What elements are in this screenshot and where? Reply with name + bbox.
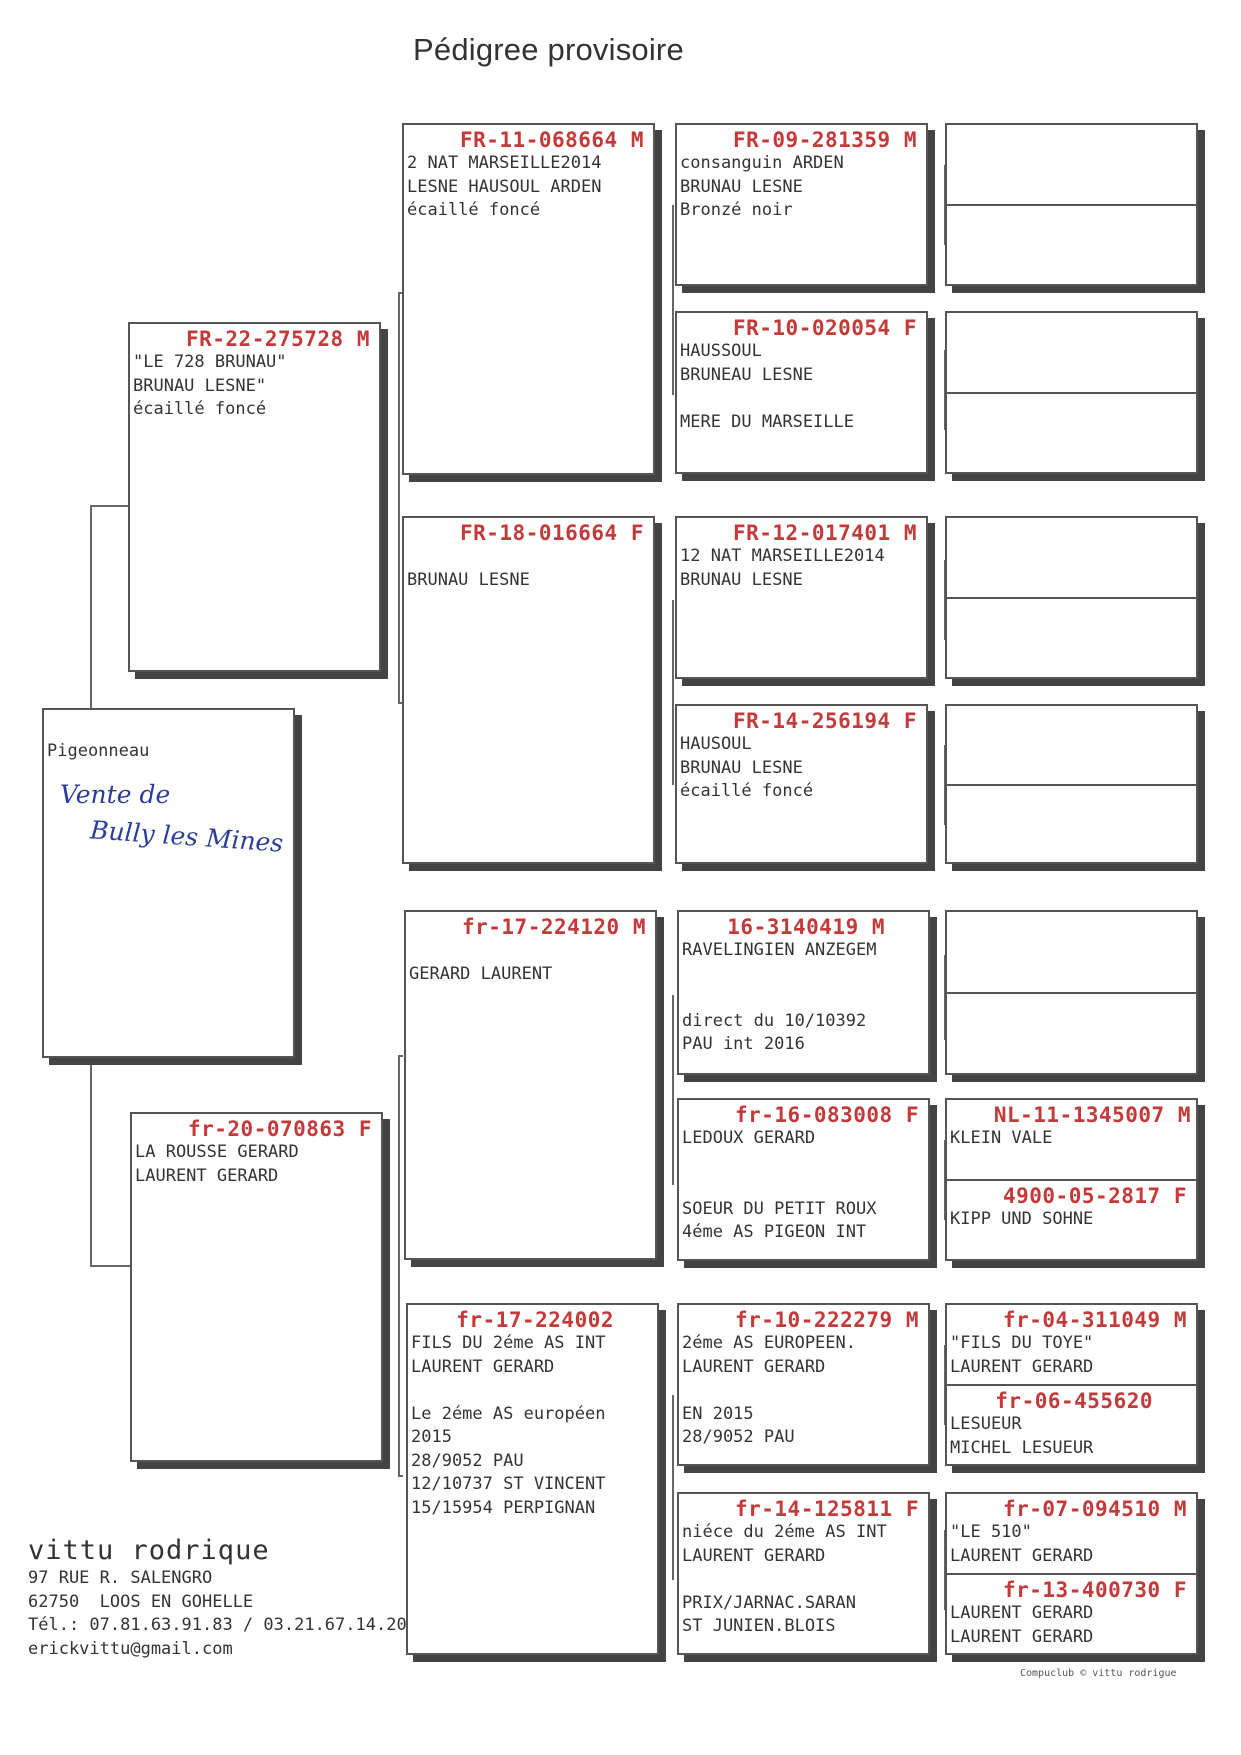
detail-line: 2éme AS EUROPEEN. [682,1333,856,1353]
detail-line: écaillé foncé [407,200,541,220]
detail-line: 28/9052 PAU [411,1450,524,1471]
owner-email: erickvittu@gmail.com [28,1638,233,1659]
g4-ds-d-pair [945,1098,1198,1261]
detail-line: LESUEUR [950,1414,1022,1434]
ring-number: fr-17-224002 [456,1308,614,1332]
owner-address-city: 62750 LOOS EN GOHELLE [28,1591,254,1612]
g4-empty-pair [945,516,1198,679]
ring-number: fr-20-070863 F [187,1117,372,1141]
detail-line: LAURENT GERARD [950,1356,1094,1377]
ring-number: fr-17-224120 M [461,915,646,939]
owner-name: vittu rodrique [28,1535,270,1566]
detail-line: écaillé foncé [680,781,814,801]
detail-line: LAURENT GERARD [411,1356,555,1377]
detail-line: 15/15954 PERPIGNAN [411,1497,596,1518]
detail-line: BRUNEAU LESNE [680,364,814,385]
detail-line: MICHEL LESUEUR [950,1437,1094,1458]
handwritten-note-line1: Vente de [60,780,171,809]
sire-dam-card [402,516,655,864]
detail-line: PRIX/JARNAC.SARAN [682,1592,856,1613]
g3-sd-s-card [675,516,928,679]
detail-line: LAURENT GERARD [950,1603,1094,1623]
owner-phone: Tél.: 07.81.63.91.83 / 03.21.67.14.20 [28,1615,407,1635]
ring-number: 4900-05-2817 F [1002,1184,1187,1208]
detail-line: ST JUNIEN.BLOIS [682,1616,836,1636]
detail-line: BRUNAU LESNE" [133,375,267,396]
detail-line: Le 2éme AS européen [411,1403,606,1424]
ring-number: fr-04-311049 M [1002,1308,1187,1332]
software-credit: Compuclub © vittu rodrigue [1020,1668,1177,1679]
detail-line: LAURENT GERARD [950,1545,1094,1566]
ring-number: FR-11-068664 M [459,128,644,152]
ring-number: fr-10-222279 M [734,1308,919,1332]
g3-ds-d-card [677,1098,930,1261]
detail-line: LAURENT GERARD [135,1165,279,1186]
sire-sire-card [402,123,655,475]
detail-line: HAUSSOUL [680,341,762,361]
detail-line: LAURENT GERARD [950,1626,1094,1647]
detail-line: 2015 [411,1427,452,1447]
detail-line: 2 NAT MARSEILLE2014 [407,153,602,173]
ring-number: FR-14-256194 F [732,709,917,733]
detail-line: LA ROUSSE GERARD [135,1142,299,1162]
detail-line: "FILS DU TOYE" [950,1333,1094,1353]
g3-dd-d-card [677,1492,930,1655]
g4-empty-pair [945,910,1198,1075]
detail-line: HAUSOUL [680,734,752,754]
detail-line: MERE DU MARSEILLE [680,411,854,432]
ring-number: FR-18-016664 F [459,521,644,545]
ring-number: FR-12-017401 M [732,521,917,545]
g4-empty-pair [945,311,1198,474]
ring-number: fr-06-455620 [995,1389,1153,1413]
dam-card [130,1112,383,1462]
detail-line: BRUNAU LESNE [407,569,530,590]
detail-line: LAURENT GERARD [682,1356,826,1377]
ring-number: fr-13-400730 F [1002,1578,1187,1602]
detail-line: LAURENT GERARD [682,1545,826,1566]
g3-ss-d-card [675,311,928,474]
dam-dam-card [406,1303,659,1655]
detail-line: 28/9052 PAU [682,1427,795,1447]
detail-line: BRUNAU LESNE [680,176,803,197]
detail-line: BRUNAU LESNE [680,569,803,590]
detail-line: FILS DU 2éme AS INT [411,1333,606,1353]
g3-ss-s-card [675,123,928,286]
ring-number: FR-09-281359 M [732,128,917,152]
g4-dd-d-pair [945,1492,1198,1655]
ring-number: FR-10-020054 F [732,316,917,340]
detail-line: SOEUR DU PETIT ROUX [682,1198,877,1219]
detail-line: KLEIN VALE [950,1128,1053,1148]
ring-number: NL-11-1345007 M [993,1103,1191,1127]
detail-line: RAVELINGIEN ANZEGEM [682,940,877,960]
ring-number: fr-07-094510 M [1002,1497,1187,1521]
ring-number: FR-22-275728 M [185,327,370,351]
detail-line: 4éme AS PIGEON INT [682,1222,867,1242]
sire-card [128,322,381,672]
detail-line: consanguin ARDEN [680,153,844,173]
detail-line: "LE 728 BRUNAU" [133,352,287,372]
owner-block [28,1535,407,1661]
detail-line: Bronzé noir [680,200,793,220]
detail-line: LEDOUX GERARD [682,1128,816,1148]
handwritten-note-line2: Bully les Mines [89,815,285,858]
g3-dd-s-card [677,1303,930,1466]
ring-number: fr-14-125811 F [734,1497,919,1521]
detail-line: écaillé foncé [133,399,267,419]
subject-card [42,708,295,1058]
detail-line: BRUNAU LESNE [680,757,803,778]
g4-empty-pair [945,704,1198,864]
detail-line: 12 NAT MARSEILLE2014 [680,546,885,566]
g3-ds-s-card [677,910,930,1075]
detail-line: PAU int 2016 [682,1034,805,1054]
dam-sire-card [404,910,657,1260]
detail-line: EN 2015 [682,1403,754,1424]
detail-line: KIPP UND SOHNE [950,1209,1094,1229]
g4-empty-pair [945,123,1198,286]
g3-sd-d-card [675,704,928,864]
detail-line: "LE 510" [950,1522,1032,1542]
detail-line: LESNE HAUSOUL ARDEN [407,176,602,197]
detail-line: direct du 10/10392 [682,1010,867,1031]
g4-dd-s-pair [945,1303,1198,1466]
ring-number: 16-3140419 M [727,915,885,939]
subject-label: Pigeonneau [47,741,150,761]
page-title: Pédigree provisoire [413,32,684,67]
detail-line: niéce du 2éme AS INT [682,1522,887,1542]
ring-number: fr-16-083008 F [734,1103,919,1127]
owner-address-street: 97 RUE R. SALENGRO [28,1568,213,1588]
detail-line: 12/10737 ST VINCENT [411,1474,606,1494]
detail-line: GERARD LAURENT [409,963,553,984]
